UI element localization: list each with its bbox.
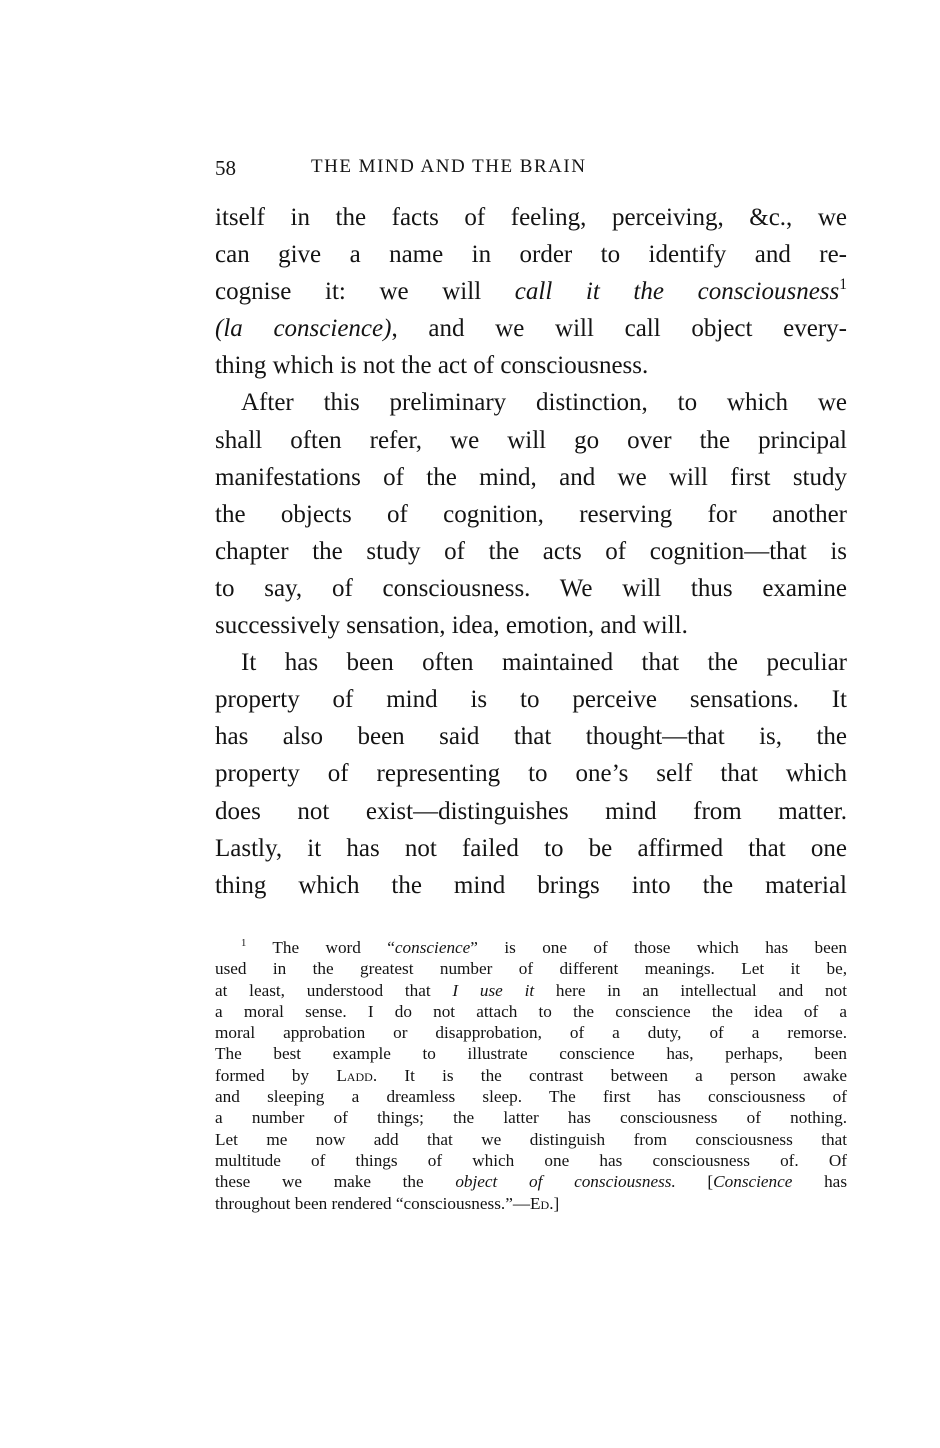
footnote-line bbox=[215, 1065, 847, 1086]
footnote-line: used in the greatest number of different meanings. Let it be, bbox=[215, 959, 847, 979]
footnote-text: here in an intellectual and not bbox=[534, 980, 847, 1000]
body-line bbox=[215, 273, 847, 310]
body-text bbox=[215, 199, 847, 904]
body-line bbox=[215, 310, 847, 347]
body-line: the objects of cognition, reserving for another bbox=[215, 500, 847, 528]
footnote-line bbox=[215, 937, 847, 958]
footnote-text: has bbox=[792, 1172, 848, 1192]
footnote-line: a number of things; the latter has consciousness of nothing. bbox=[215, 1108, 847, 1128]
footnote-line bbox=[215, 980, 847, 1001]
emphasis-text: (la conscience) bbox=[215, 315, 392, 343]
footnote-text: .] bbox=[549, 1193, 560, 1213]
body-line: manifestations of the mind, and we will first study bbox=[215, 463, 847, 491]
body-line: to say, of consciousness. We will thus examine bbox=[215, 574, 847, 602]
body-line: thing which the mind brings into the material bbox=[215, 871, 847, 899]
page-number: 58 bbox=[215, 156, 236, 180]
footnote-text: [ bbox=[675, 1172, 714, 1192]
footnote-text: The word “ bbox=[272, 938, 395, 957]
footnote bbox=[215, 937, 847, 1214]
footnote-line: moral approbation or disapprobation, of a duty, of a remorse. bbox=[215, 1023, 847, 1043]
footnote-text: these we make the bbox=[215, 1172, 456, 1192]
footnote-text: formed by bbox=[215, 1065, 337, 1085]
body-line: Lastly, it has not failed to be affirmed that one bbox=[215, 834, 847, 862]
editor-mark: Ed bbox=[530, 1193, 550, 1213]
running-head bbox=[215, 156, 845, 186]
emphasis-text: conscience bbox=[394, 938, 471, 957]
footnote-marker: 1 bbox=[241, 938, 247, 950]
paragraph-start-line: It has been often maintained that the peculiar bbox=[241, 649, 847, 677]
footnote-text: at least, understood that bbox=[215, 980, 453, 1000]
body-line: does not exist—distinguishes mind from matter. bbox=[215, 797, 847, 825]
body-line: shall often refer, we will go over the principal bbox=[215, 426, 847, 454]
body-line: chapter the study of the acts of cognition—that is bbox=[215, 537, 847, 565]
emphasis-text: object of consciousness. bbox=[455, 1172, 676, 1192]
footnote-reference[interactable]: 1 bbox=[839, 276, 847, 294]
body-line: property of mind is to perceive sensations. It bbox=[215, 686, 847, 714]
footnote-line bbox=[215, 1171, 847, 1192]
author-name: Ladd bbox=[336, 1065, 373, 1085]
footnote-text: ” is one of those which has been bbox=[470, 938, 847, 957]
body-line-text: cognise it: we will bbox=[215, 278, 515, 306]
emphasis-text: Conscience bbox=[713, 1172, 793, 1192]
body-line-text: , and we will call object every- bbox=[391, 315, 847, 343]
body-line: can give a name in order to identify and re- bbox=[215, 241, 847, 269]
footnote-line: Let me now add that we distinguish from consciousness that bbox=[215, 1129, 847, 1149]
footnote-line bbox=[215, 1193, 847, 1214]
footnote-line: multitude of things of which one has consciousness of. Of bbox=[215, 1150, 847, 1170]
body-line: has also been said that thought—that is, the bbox=[215, 723, 847, 751]
body-line: property of representing to one’s self that which bbox=[215, 760, 847, 788]
footnote-line: a moral sense. I do not attach to the conscience the idea of a bbox=[215, 1001, 847, 1021]
paragraph-start-line: After this preliminary distinction, to which we bbox=[241, 389, 847, 417]
footnote-line: The best example to illustrate conscience has, perhaps, been bbox=[215, 1044, 847, 1064]
body-line: thing which is not the act of consciousness. bbox=[215, 352, 649, 380]
footnote-line: and sleeping a dreamless sleep. The first has consciousness of bbox=[215, 1087, 847, 1107]
body-line: successively sensation, idea, emotion, and will. bbox=[215, 612, 688, 640]
body-line: itself in the facts of feeling, perceiving, &c., we bbox=[215, 204, 847, 231]
emphasis-text: I use it bbox=[452, 980, 535, 1000]
footnote-text: . It is the contrast between a person awake bbox=[372, 1065, 847, 1085]
footnote-text: throughout been rendered “consciousness.”— bbox=[215, 1193, 531, 1213]
emphasis-text: call it the consciousness bbox=[514, 278, 840, 306]
running-title: THE MIND AND THE BRAIN bbox=[311, 156, 587, 177]
